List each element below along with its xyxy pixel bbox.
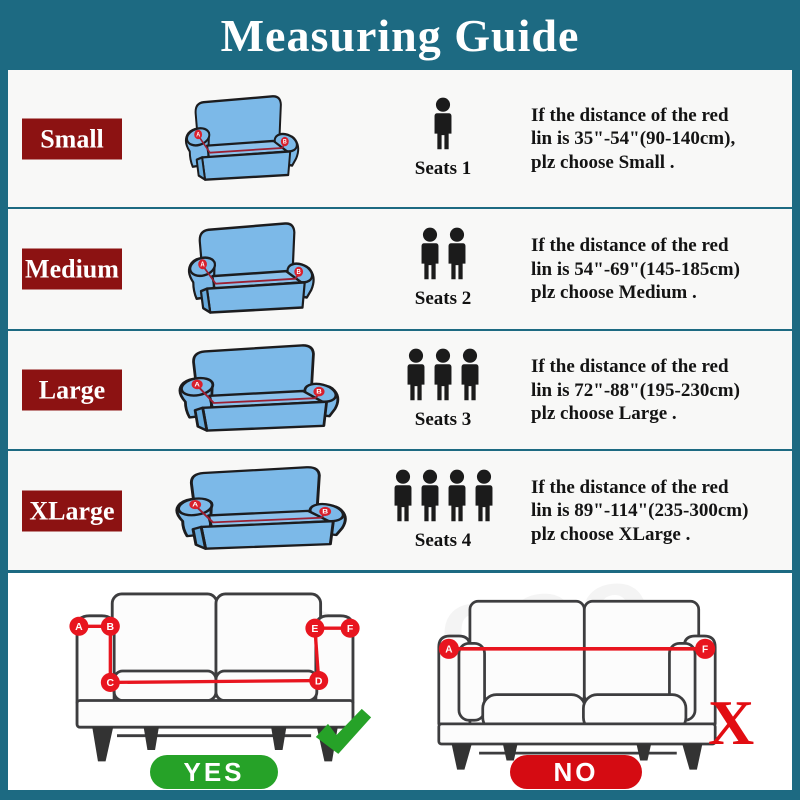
person-icon [472,466,496,524]
person-icon [418,225,442,283]
measure-point-e: E [311,623,319,635]
size-label-large: Large [22,370,122,411]
description-line: If the distance of the red [531,476,729,498]
person-icons [418,225,469,283]
seats-block [368,466,518,551]
seats-count-label: Seats 1 [414,157,472,179]
seats-count-label: Seats 2 [414,287,472,309]
seats-block [368,225,518,310]
description-line: plz choose Small . [531,151,675,173]
check-icon [313,707,373,757]
x-icon: X [708,687,755,758]
size-description [531,475,791,546]
size-row-xlarge [8,449,792,570]
cartoon-sofa-icon [178,221,320,315]
person-icon [445,225,469,283]
description-line: lin is 54"-69"(145-185cm) [531,258,740,280]
size-description [531,103,791,174]
size-description [531,355,791,426]
seats-count-label: Seats 3 [414,408,472,430]
size-row-small [8,70,792,207]
measure-point-f: F [346,623,354,635]
size-label-xlarge: XLarge [22,490,122,531]
description-line: lin is 89"-114"(235-300cm) [531,499,749,521]
person-icons [431,94,455,152]
measure-point-c: C [106,678,115,690]
yes-button: YES [150,755,278,789]
cartoon-sofa-icon [176,94,304,182]
description-line: plz choose XLarge . [531,523,691,545]
description-line: If the distance of the red [531,355,729,377]
description-line: lin is 72"-88"(195-230cm) [531,379,740,401]
person-icon [458,346,482,404]
measure-point-a: A [75,622,83,634]
size-description [531,234,791,305]
person-icon [404,346,428,404]
description-line: plz choose Large . [531,402,677,424]
measure-point-f: F [702,644,709,656]
cartoon-sofa-icon [166,343,346,433]
description-line: If the distance of the red [531,234,729,256]
size-row-large [8,329,792,449]
person-icon [391,466,415,524]
person-icon [418,466,442,524]
wrong-measuring-sofa [426,591,728,779]
measure-point-a: A [445,644,453,656]
cartoon-sofa-icon [162,465,354,551]
person-icon [445,466,469,524]
measure-point-d: D [314,676,323,688]
description-line: lin is 35"-54"(90-140cm), [531,127,736,149]
person-icons [391,466,496,524]
description-line: plz choose Medium . [531,281,697,303]
measuring-comparison [8,570,792,790]
description-line: If the distance of the red [531,104,729,126]
person-icons [404,346,482,404]
title-bar [8,0,792,70]
no-button: NO [510,755,642,789]
size-label-small: Small [22,118,122,159]
size-label-medium: Medium [22,249,122,290]
person-icon [431,94,455,152]
seats-block [368,346,518,431]
measure-point-b: B [106,622,115,634]
size-row-medium [8,207,792,329]
page-title: Measuring Guide [220,9,580,61]
person-icon [431,346,455,404]
seats-block [368,94,518,179]
seats-count-label: Seats 4 [414,529,472,551]
